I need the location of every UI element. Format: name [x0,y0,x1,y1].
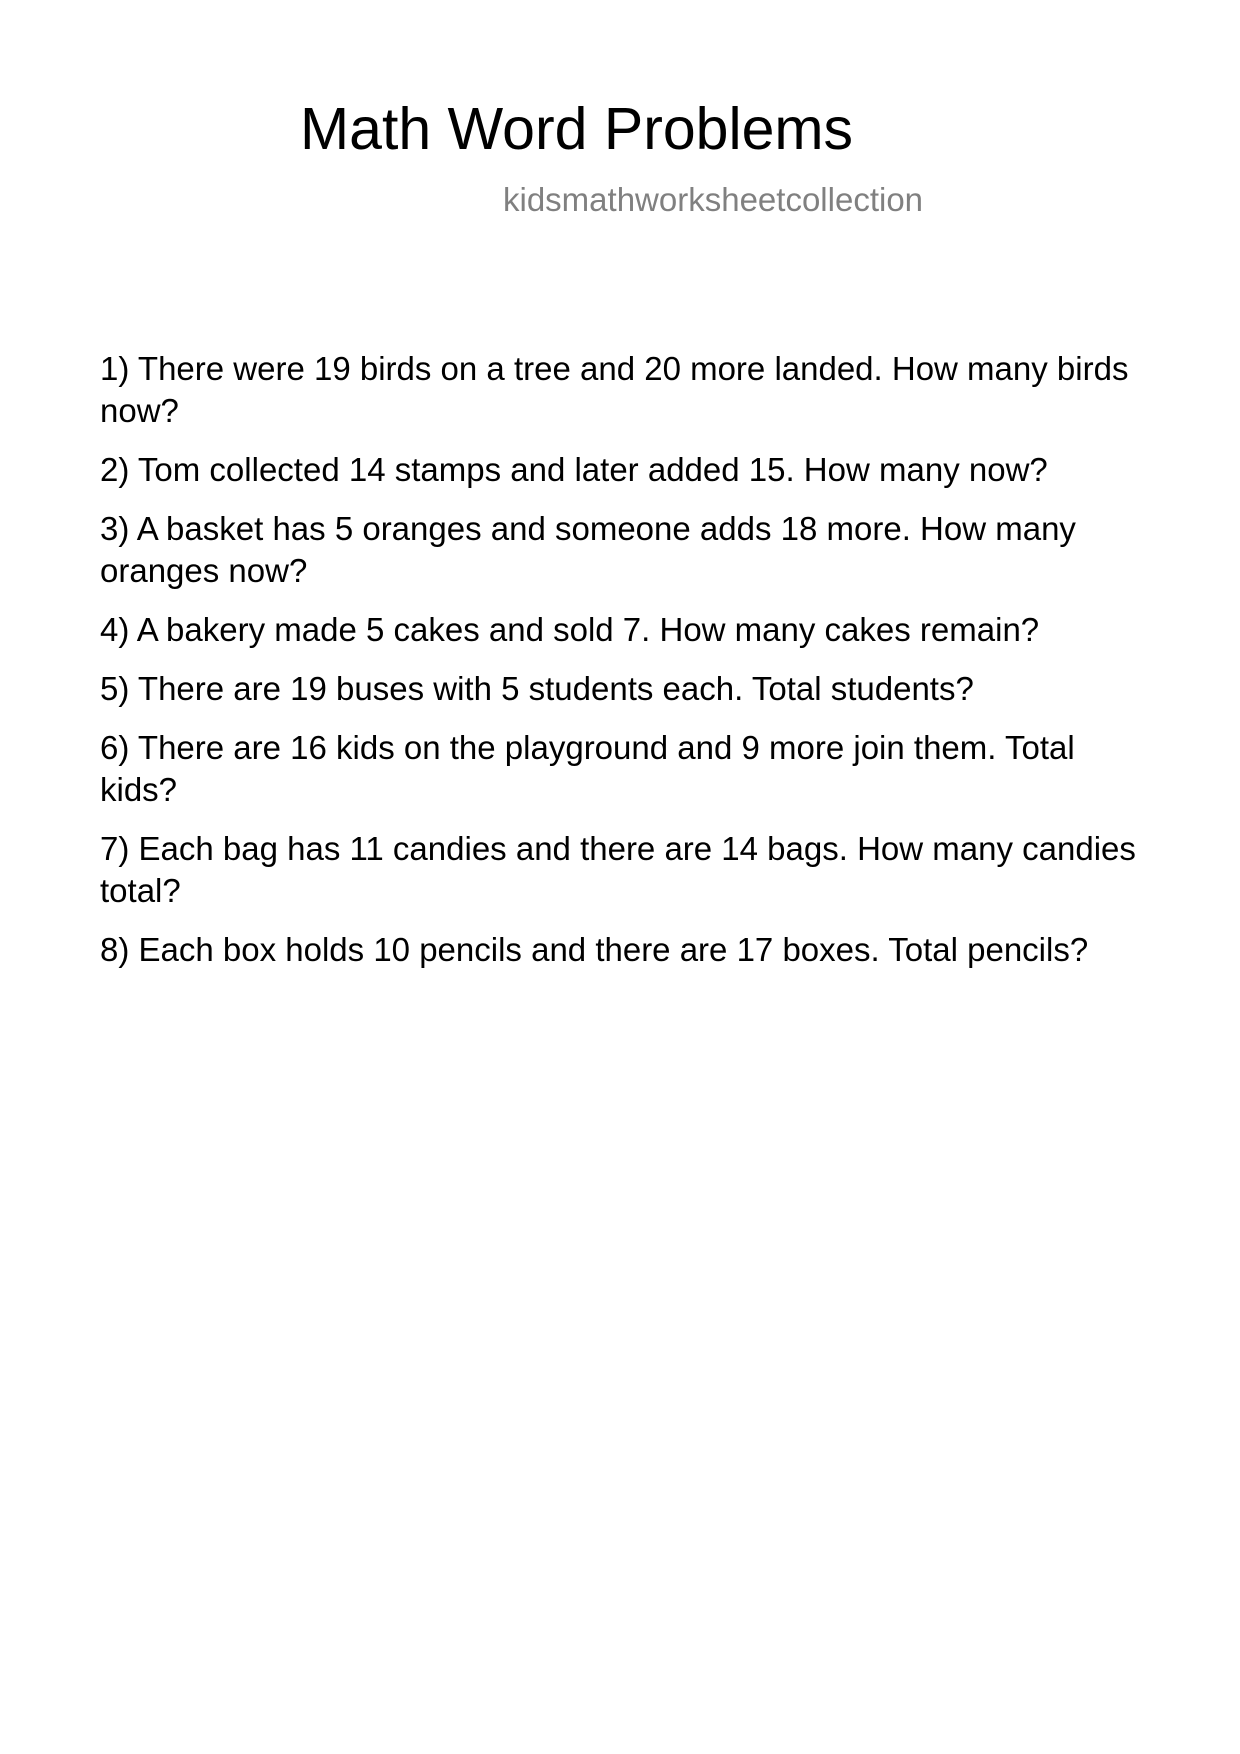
problem-item-3: 3) A basket has 5 oranges and someone adds 18 more. How many oranges now? [100,510,1076,589]
problem-item-5: 5) There are 19 buses with 5 students each. Total students? [100,670,974,707]
problem-item-1: 1) There were 19 birds on a tree and 20 more landed. How many birds now? [100,350,1129,429]
problem-item-7: 7) Each bag has 11 candies and there are 14 bags. How many candies total? [100,830,1136,909]
problem-item-4: 4) A bakery made 5 cakes and sold 7. How many cakes remain? [100,611,1040,648]
page-title: Math Word Problems [300,96,854,162]
problem-list [100,348,1150,971]
page-subtitle: kidsmathworksheetcollection [503,181,924,218]
problem-item-2: 2) Tom collected 14 stamps and later added 15. How many now? [100,451,1048,488]
problem-item-8: 8) Each box holds 10 pencils and there are 17 boxes. Total pencils? [100,931,1089,968]
problem-item-6: 6) There are 16 kids on the playground and 9 more join them. Total kids? [100,729,1075,808]
